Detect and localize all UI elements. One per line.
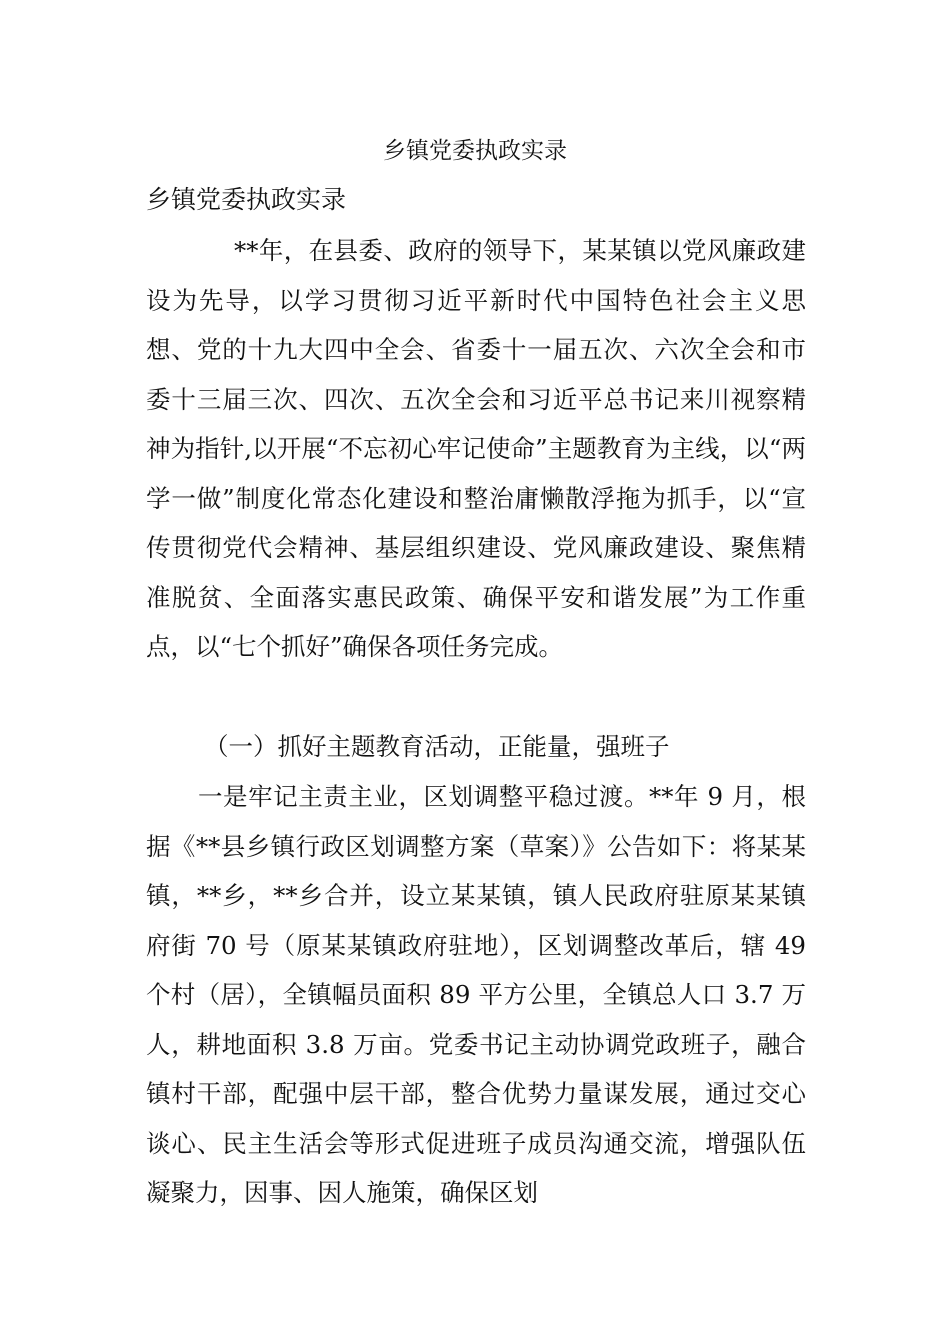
document-title: 乡镇党委执政实录 — [383, 138, 567, 164]
body-paragraph: 一是牢记主责主业，区划调整平稳过渡。**年 9 月，根据《**县乡镇行政区划调整方案（草案）》公告如下：将某某镇，**乡，**乡合并，设立某某镇，镇人民政府驻原某某镇府街 70 号（原某某镇政府驻地），区划调整改革后，辖 49 个村（居），全镇幅员面积 89 平方公里，全镇总人口 3.7 万人，耕地面积 3.8 万亩。党委书记主动协调党政班子，融合镇村干部，配强中层干部，整合优势力量谋发展，通过交心谈心、民主生活会等形式促进班子成员沟通交流，增强队伍凝聚力，因事、因人施策，确保区划 — [146, 782, 806, 1207]
document-subtitle: 乡镇党委执政实录 — [146, 185, 347, 214]
intro-paragraph: **年，在县委、政府的领导下，某某镇以党风廉政建设为先导，以学习贯彻习近平新时代中国特色社会主义思想、党的十九大四中全会、省委十一届五次、六次全会和市委十三届三次、四次、五次全会和习近平总书记来川视察精神为指针,以开展“不忘初心牢记使命”主题教育为主线，以“两学一做”制度化常态化建设和整治庸懒散浮拖为抓手，以“宣传贯彻党代会精神、基层组织建设、党风廉政建设、聚焦精准脱贫、全面落实惠民政策、确保平安和谐发展”为工作重点，以“七个抓好”确保各项任务完成。 — [146, 236, 806, 661]
section-heading: （一）抓好主题教育活动，正能量，强班子 — [204, 732, 670, 761]
